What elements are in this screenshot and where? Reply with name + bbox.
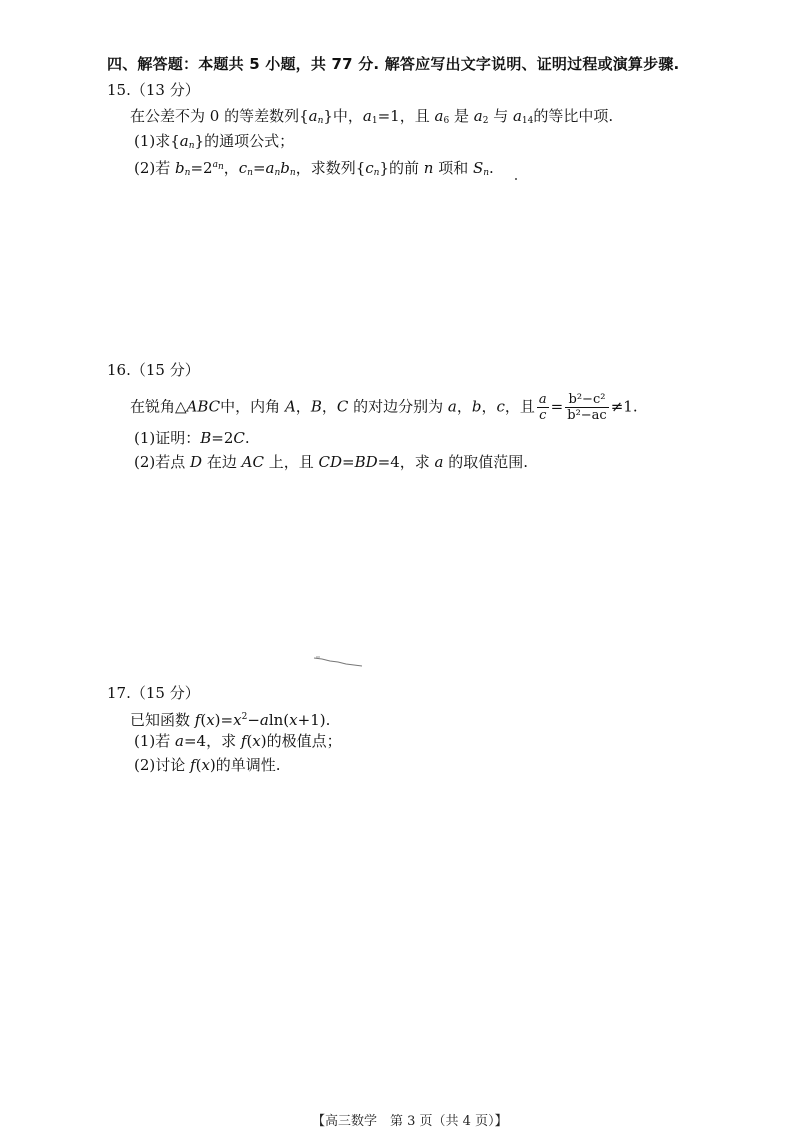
problem-15-part2: (2)若 $b_n=2^{a_n}$，$c_n=a_nb_n$，求数列$\{c_n\}$的前 n 项和 $S_n$. <box>134 159 494 178</box>
problem-16-part1: (1)证明：B=2C. <box>134 429 250 447</box>
problem-17-head: 17.（15 分） <box>107 684 200 702</box>
fraction-b2-c2: $\frac{\text{b²−c²}}{\text{b²−ac}}$ <box>567 392 607 423</box>
fraction-a-over-c: $\frac{a}{c}$ <box>538 392 547 423</box>
problem-16-head: 16.（15 分） <box>107 361 200 379</box>
page-footer: 【高三数学 第 3 页（共 4 页）】 <box>312 1114 508 1129</box>
problem-17-part2: (2)讨论 f(x)的单调性. <box>134 756 281 774</box>
problem-15-intro: 在公差不为 0 的等差数列$\{a_n\}$中，$a_1=1$，且 $a_6$ 是 $a_2$ 与 $a_{14}$的等比中项. <box>130 107 614 126</box>
problem-16-part2: (2)若点 D 在边 AC 上，且 CD=BD=4，求 a 的取值范围. <box>134 453 529 471</box>
section-title: 四、解答题：本题共 5 小题，共 77 分. 解答应写出文字说明、证明过程或演算步骤. <box>107 55 680 73</box>
problem-15-part1: (1)求$\{a_n\}$的通项公式； <box>134 132 295 151</box>
problem-16-intro: 在锐角△ABC中，内角 A，B，C 的对边分别为 a，b，c，且 $\frac{a}{c}$ = $\frac{\text{b²−c²}}{\text{b²−ac}}$ ≠1. <box>130 392 638 423</box>
scan-smudge <box>312 654 366 670</box>
scan-speck <box>515 178 517 180</box>
problem-15-head: 15.（13 分） <box>107 81 200 99</box>
problem-17-intro: 已知函数 $f(x)=x^2-aln(x+1)$. <box>130 711 331 729</box>
problem-17-part1: (1)若 a=4，求 f(x)的极值点； <box>134 732 342 750</box>
